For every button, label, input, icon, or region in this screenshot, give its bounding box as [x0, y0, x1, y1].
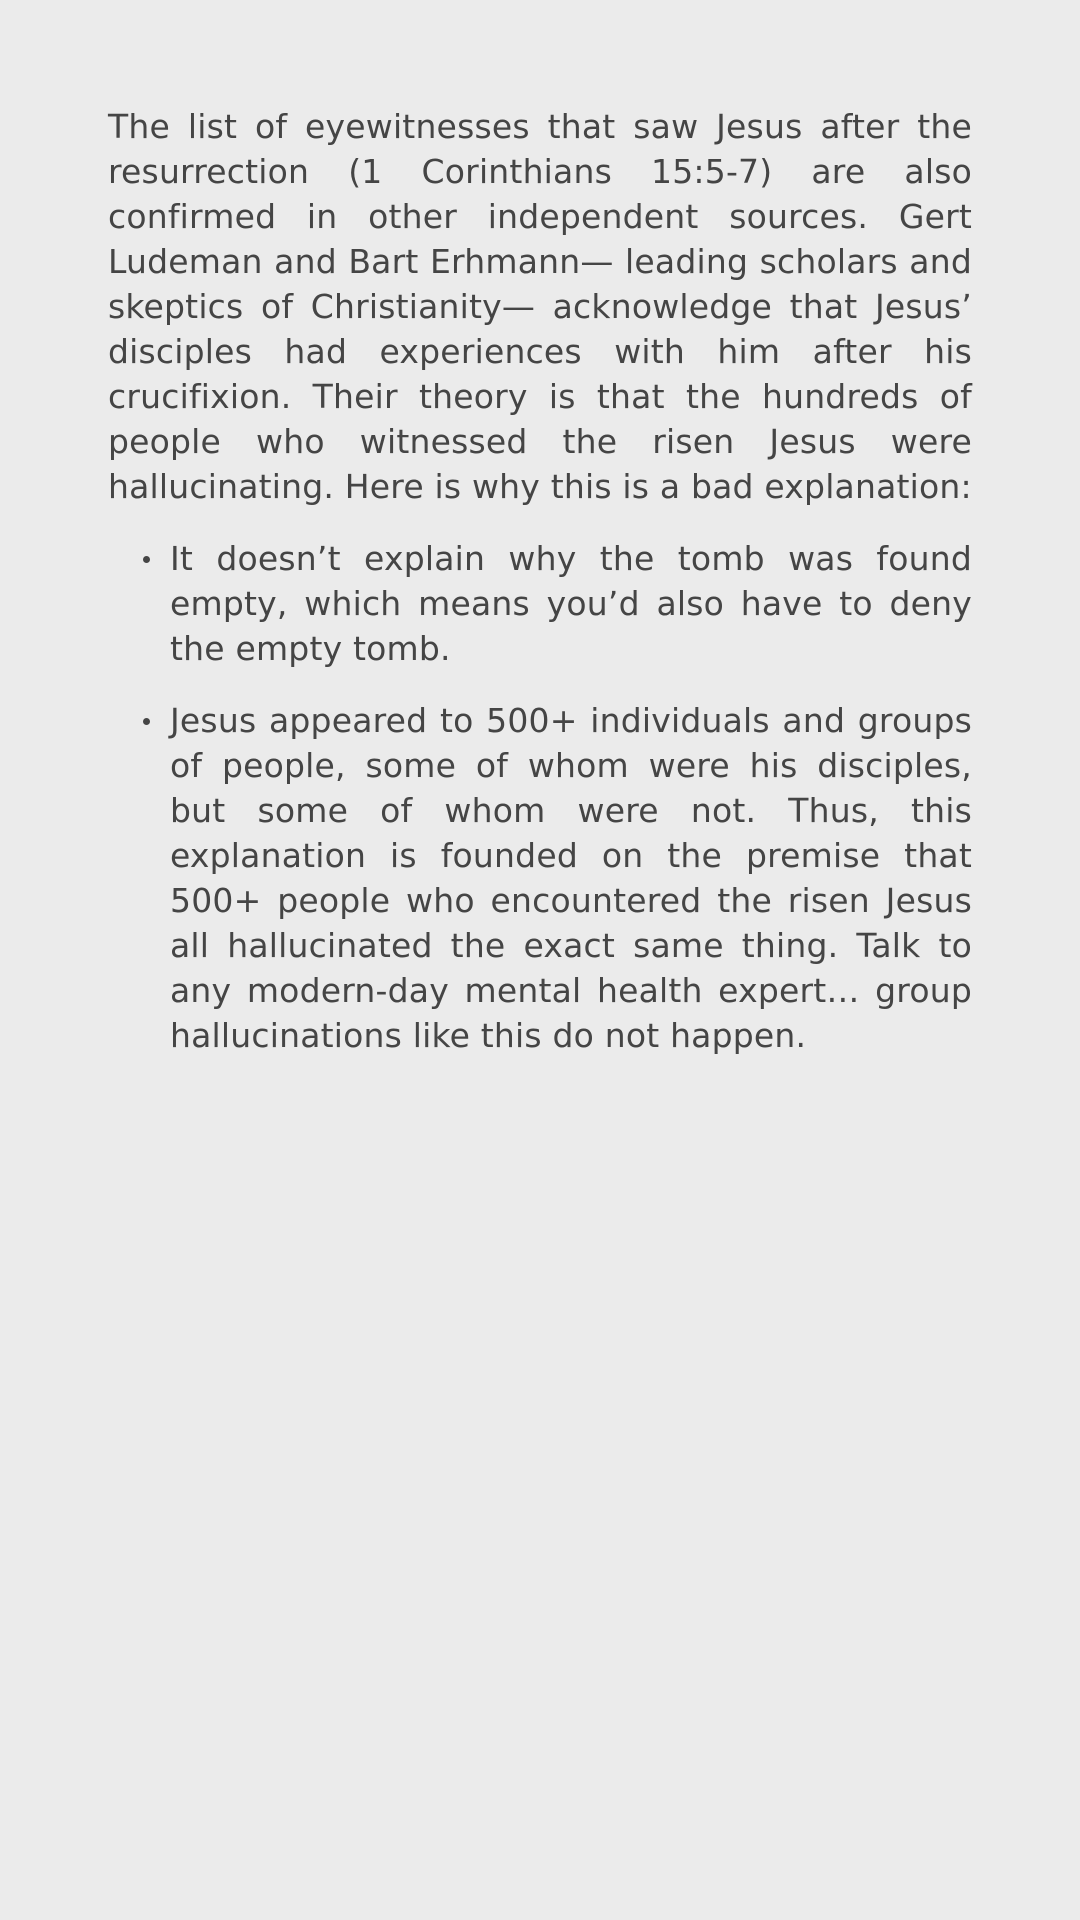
bullet-text: Jesus appeared to 500+ individuals and groups of people, some of whom were his disciples, but some of whom were not. Thus, this explanation is founded on the premise that 500+ people who encountered the risen Jesus all hallucinated the exact same thing. Talk to any modern-day mental health expert… group hallucinations like this do not happen. — [170, 701, 972, 1055]
bullet-dot-icon — [143, 556, 150, 563]
bullet-dot-icon — [143, 718, 150, 725]
intro-paragraph: The list of eyewitnesses that saw Jesus after the resurrection (1 Corinthians 15:5-7) are also confirmed in other independent sources. Gert Ludeman and Bart Erhmann— leading scholars and skeptics of Christianity— acknowledge that Jesus’ disciples had experiences with him after his crucifixion. Their theory is that the hundreds of people who witnessed the risen Jesus were hallucinating. Here is why this is a bad explanation: — [108, 107, 972, 506]
bullet-list — [108, 536, 972, 1058]
bullet-text: It doesn’t explain why the tomb was found empty, which means you’d also have to deny the empty tomb. — [170, 539, 972, 668]
bullet-item — [108, 698, 972, 1058]
bullet-item — [108, 536, 972, 671]
